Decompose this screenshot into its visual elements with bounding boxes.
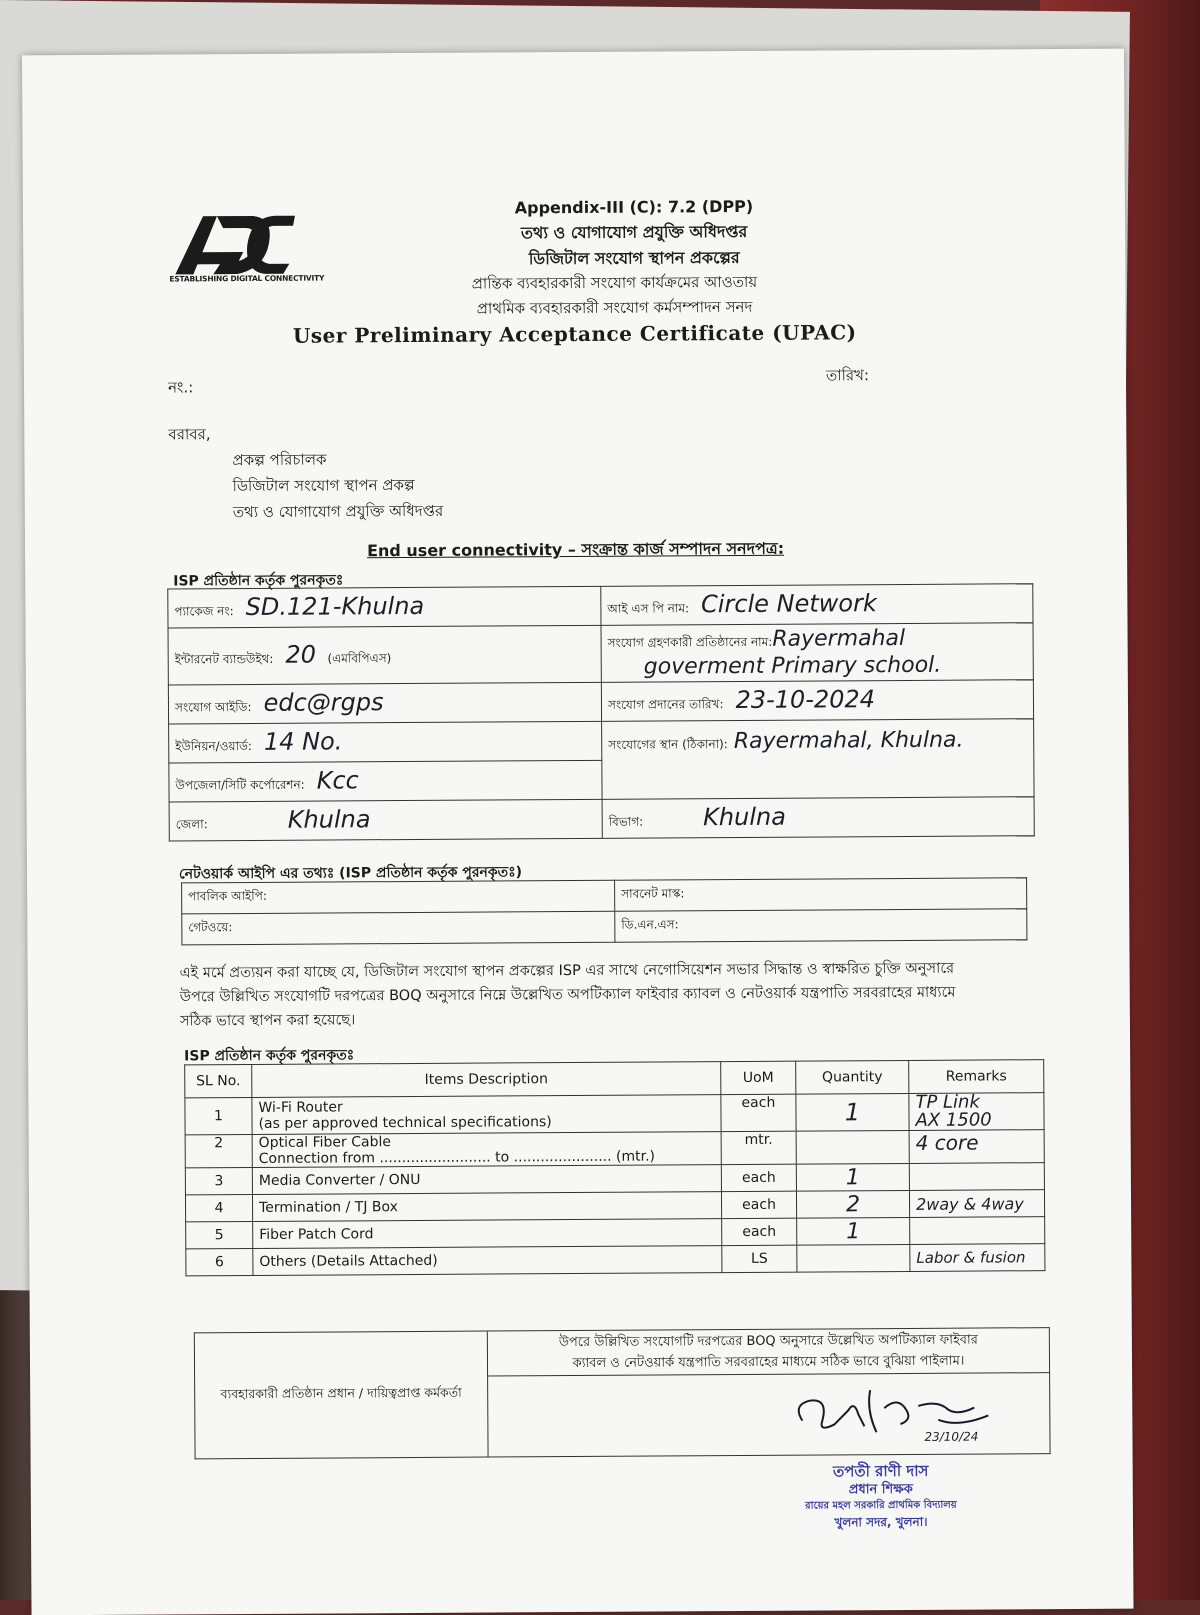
row-uom: mtr. xyxy=(721,1131,796,1164)
column-header-sl: SL No. xyxy=(185,1064,252,1097)
row-description: Others (Details Attached) xyxy=(253,1246,722,1276)
certificate-title-bn: প্রাথমিক ব্যবহারকারী সংযোগ কর্মসম্পাদন সনদ xyxy=(476,297,753,318)
isp-cell xyxy=(601,584,1033,626)
row-quantity: 2 xyxy=(796,1190,909,1218)
row-quantity: 1 xyxy=(797,1217,910,1245)
row-quantity: 1 xyxy=(796,1163,909,1191)
network-info-table xyxy=(181,877,1027,945)
connection-date-label: সংযোগ প্রদানের তারিখ: xyxy=(607,697,724,712)
package-label: প্যাকেজ নং: xyxy=(174,604,234,619)
signoff-role-cell: ব্যবহারকারী প্রতিষ্ঠান প্রধান / দায়িত্বপ্রাপ্ত কর্মকর্তা xyxy=(194,1331,488,1459)
district-cell xyxy=(169,799,602,841)
program-line: প্রান্তিক ব্যবহারকারী সংযোগ কার্যক্রমের আওতায় xyxy=(471,272,758,293)
union-value: 14 No. xyxy=(263,727,343,756)
remarks-line-1: TP Link xyxy=(915,1091,980,1113)
row-remarks xyxy=(910,1217,1045,1245)
gateway-label: গেটওয়ে: xyxy=(188,920,233,935)
row-quantity: 1 xyxy=(796,1093,909,1131)
row-remarks xyxy=(909,1093,1044,1131)
organization-value-2: goverment Primary school. xyxy=(643,652,942,680)
isp-value: Circle Network xyxy=(700,589,877,619)
row-uom: each xyxy=(722,1218,797,1245)
row-uom: each xyxy=(721,1094,796,1131)
acknowledgement-line-1: উপরে উল্লিখিত সংযোগটি দরপত্রের BOQ অনুসারে উল্লেখিত অপটিক্যাল ফাইবার xyxy=(558,1332,978,1351)
table-row xyxy=(169,719,1034,763)
row-description: Fiber Patch Cord xyxy=(253,1219,722,1249)
addressee-line-1: প্রকল্প পরিচালক xyxy=(232,450,327,470)
division-value: Khulna xyxy=(703,802,786,832)
description-line-2: (as per approved technical specifications) xyxy=(258,1114,552,1132)
appendix-title: Appendix-III (C): 7.2 (DPP) xyxy=(514,196,754,218)
row-description: Termination / TJ Box xyxy=(252,1192,721,1222)
public-ip-cell xyxy=(182,880,615,914)
row-description xyxy=(252,1132,721,1168)
description-line-1: Optical Fiber Cable xyxy=(258,1134,391,1151)
signature-date: 23/10/24 xyxy=(924,1429,979,1444)
subject-line: End user connectivity – সংক্রান্ত কার্জ সম্পাদন সনদপত্র: xyxy=(366,538,785,561)
remarks-line-2: AX 1500 xyxy=(915,1109,992,1131)
table-row xyxy=(182,909,1027,945)
items-table xyxy=(184,1059,1045,1276)
row-uom: LS xyxy=(722,1245,797,1272)
addressee-line-3: তথ্য ও যোগাযোগ প্রযুক্তি অধিদপ্তর xyxy=(232,501,444,522)
package-cell xyxy=(168,586,601,628)
department-name: তথ্য ও যোগাযোগ প্রযুক্তি অধিদপ্তর xyxy=(520,221,748,243)
table-row xyxy=(168,623,1033,685)
row-description xyxy=(252,1095,721,1135)
acknowledgement-line-2: ক্যাবল ও নেটওয়ার্ক যন্ত্রপাতি সরবরাহের মাধ্যমে সঠিক ভাবে বুঝিয়া পাইলাম। xyxy=(572,1353,965,1372)
connection-date-cell xyxy=(601,680,1033,722)
reference-no-label: নং.: xyxy=(167,378,194,397)
row-sl: 6 xyxy=(186,1248,253,1275)
connection-info-table xyxy=(167,583,1035,841)
table-row xyxy=(186,1244,1045,1276)
location-cell xyxy=(602,719,1034,800)
division-label: বিভাগ: xyxy=(608,814,644,829)
section1-label: ISP প্রতিষ্ঠান কর্তৃক পুরনকৃতঃ xyxy=(173,572,344,590)
row-description: Media Converter / ONU xyxy=(252,1165,721,1195)
table-row xyxy=(168,584,1033,628)
stamp-school: রায়ের মহল সরকারি প্রাথমিক বিদ্যালয় xyxy=(805,1499,957,1512)
stamp-address: খুলনা সদর, খুলনা। xyxy=(834,1514,928,1530)
column-header-remarks: Remarks xyxy=(909,1060,1044,1094)
signoff-table xyxy=(194,1327,1051,1459)
project-name: ডিজিটাল সংযোগ স্থাপন প্রকল্পের xyxy=(528,247,740,269)
bandwidth-unit: (এমবিপিএস) xyxy=(327,651,392,666)
acknowledgement-cell xyxy=(487,1328,1049,1376)
row-sl: 1 xyxy=(185,1097,252,1134)
row-remarks xyxy=(909,1163,1044,1191)
statement-line-3: সঠিক ভাবে স্থাপন করা হয়েছে। xyxy=(179,1012,356,1030)
addressee-line-2: ডিজিটাল সংযোগ স্থাপন প্রকল্প xyxy=(232,475,415,496)
row-sl: 5 xyxy=(186,1221,253,1248)
public-ip-label: পাবলিক আইপি: xyxy=(188,888,267,904)
connection-id-label: সংযোগ আইডি: xyxy=(174,699,252,715)
table-row xyxy=(168,680,1033,724)
division-cell xyxy=(602,797,1034,839)
table-row xyxy=(169,797,1034,841)
description-line-2: Connection from ......................... to ...................... (mtr.) xyxy=(258,1148,656,1167)
row-sl: 2 xyxy=(185,1134,252,1167)
stamp-title: প্রধান শিক্ষক xyxy=(848,1481,913,1498)
connection-date-value: 23-10-2024 xyxy=(735,685,876,715)
bandwidth-label: ইন্টারনেট ব্যান্ডউইথ: xyxy=(174,651,274,667)
description-line-1: Wi-Fi Router xyxy=(258,1099,343,1116)
table-row xyxy=(185,1130,1044,1168)
statement-line-2: উপরে উল্লিখিত সংযোগটি দরপত্রের BOQ অনুসারে নিম্নে উল্লেখিত অপটিক্যাল ফাইবার ক্যাবল ও নেটওয়ার্ক যন্ত্রপাতি সরবরাহের মাধ্যমে xyxy=(179,984,956,1006)
subnet-cell xyxy=(615,878,1027,912)
statement-line-1: এই মর্মে প্রত্যয়ন করা যাচ্ছে যে, ডিজিটাল সংযোগ স্থাপন প্রকল্পের ISP এর সাথে নেগোসিয়েশন সভার সিদ্ধান্ত ও স্বাক্ষরিত চুক্তি অনুসারে xyxy=(179,960,955,982)
row-uom: each xyxy=(721,1191,796,1218)
table-row xyxy=(185,1093,1044,1135)
row-remarks: Labor & fusion xyxy=(910,1244,1045,1272)
gateway-cell xyxy=(182,911,615,945)
connection-id-cell xyxy=(168,682,601,724)
location-value: Rayermahal, Khulna. xyxy=(733,727,964,755)
signature-cell xyxy=(488,1373,1050,1457)
row-uom: each xyxy=(721,1164,796,1191)
district-value: Khulna xyxy=(287,805,371,834)
bandwidth-value: 20 xyxy=(285,640,317,669)
column-header-quantity: Quantity xyxy=(796,1060,909,1094)
column-header-description: Items Description xyxy=(252,1062,721,1098)
organization-label: সংযোগ গ্রহণকারী প্রতিষ্ঠানের নাম: xyxy=(607,634,773,650)
row-remarks: 2way & 4way xyxy=(909,1190,1044,1218)
organization-value-1: Rayermahal xyxy=(772,625,906,652)
package-value: SD.121-Khulna xyxy=(245,591,425,622)
row-sl: 4 xyxy=(185,1194,252,1221)
table-row xyxy=(194,1328,1049,1378)
section2-label: ISP প্রতিষ্ঠান কর্তৃক পুরনকৃতঃ xyxy=(184,1047,355,1065)
upazila-cell xyxy=(169,760,602,802)
certificate-page xyxy=(22,49,1134,1615)
row-quantity xyxy=(796,1130,909,1164)
stamp-name: তপতী রাণী দাস xyxy=(832,1461,929,1481)
date-label: তারিখ: xyxy=(825,366,870,385)
column-header-uom: UoM xyxy=(721,1061,796,1094)
district-label: জেলা: xyxy=(175,817,208,832)
certificate-title-en: User Preliminary Acceptance Certificate (UPAC) xyxy=(292,320,857,348)
union-label: ইউনিয়ন/ওয়ার্ড: xyxy=(175,738,252,754)
isp-label: আই এস পি নাম: xyxy=(607,601,690,616)
bandwidth-cell xyxy=(168,625,601,685)
network-section-label: নেটওয়ার্ক আইপি এর তথ্যঃ (ISP প্রতিষ্ঠান কর্তৃক পুরনকৃতঃ) xyxy=(178,864,523,883)
row-sl: 3 xyxy=(185,1167,252,1194)
table-row xyxy=(182,878,1027,914)
row-quantity xyxy=(797,1244,910,1272)
upazila-label: উপজেলা/সিটি কর্পোরেশন: xyxy=(175,777,305,793)
row-remarks: 4 core xyxy=(909,1130,1044,1164)
organization-cell xyxy=(601,623,1033,683)
union-cell xyxy=(169,721,602,763)
salutation: বরাবর, xyxy=(168,425,211,444)
dns-cell xyxy=(615,909,1027,943)
dns-label: ডি.এন.এস: xyxy=(621,917,679,932)
logo-tagline: ESTABLISHING DIGITAL CONNECTIVITY xyxy=(169,273,325,284)
location-label: সংযোগের স্থান (ঠিকানা): xyxy=(608,737,728,752)
upazila-value: Kcc xyxy=(316,766,359,795)
connection-id-value: edc@rgps xyxy=(263,688,384,717)
subnet-label: সাবনেট মাস্ক: xyxy=(621,886,685,901)
